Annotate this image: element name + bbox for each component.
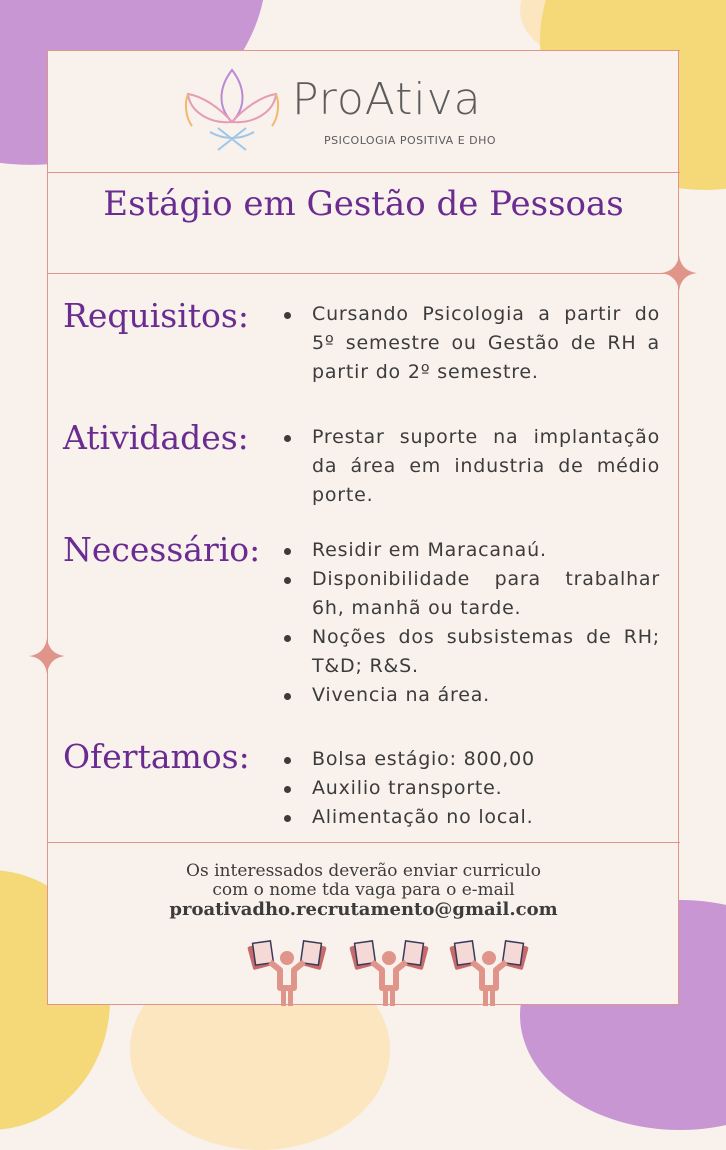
divider-above-footer: [47, 842, 680, 843]
footer-line-2: com o nome tda vaga para o e-mail: [212, 880, 515, 900]
section-label-atividades: Atividades:: [63, 418, 249, 457]
list-item: Residir em Maracanaú.: [284, 536, 660, 565]
person-holding-resumes-icon: [346, 938, 436, 1008]
contact-email[interactable]: proativadho.recrutamento@gmail.com: [169, 899, 558, 920]
divider-under-title: [47, 273, 680, 274]
list-requisitos: [284, 300, 660, 387]
list-item: Disponibilidade para trabalhar 6h, manhã ou tarde.: [284, 565, 660, 623]
section-label-ofertamos: Ofertamos:: [63, 737, 250, 776]
list-necessario: [284, 536, 660, 710]
divider-under-logo: [47, 172, 680, 173]
footer-contact: [47, 862, 680, 919]
person-holding-resumes-icon: [446, 938, 536, 1008]
list-item: Prestar suporte na implantação da área em industria de médio porte.: [284, 423, 660, 510]
sparkle-icon: [29, 638, 65, 674]
list-item: Vivencia na área.: [284, 681, 660, 710]
brand-tagline: PSICOLOGIA POSITIVA E DHO: [324, 134, 497, 147]
list-item: Bolsa estágio: 800,00: [284, 745, 660, 774]
person-holding-resumes-icon: [244, 938, 334, 1008]
sparkle-icon: [661, 255, 697, 291]
list-item: Cursando Psicologia a partir do 5º semestre ou Gestão de RH a partir do 2º semestre.: [284, 300, 660, 387]
footer-line-1: Os interessados deverão enviar curriculo: [186, 861, 541, 881]
list-atividades: [284, 423, 660, 510]
section-label-requisitos: Requisitos:: [63, 296, 249, 335]
list-item: Auxilio transporte.: [284, 774, 660, 803]
list-item: Alimentação no local.: [284, 803, 660, 832]
divider-top: [47, 50, 680, 51]
page-title: Estágio em Gestão de Pessoas: [103, 184, 624, 224]
list-ofertamos: [284, 745, 660, 832]
list-item: Noções dos subsistemas de RH; T&D; R&S.: [284, 623, 660, 681]
brand-name: ProAtiva: [292, 74, 482, 125]
section-label-necessario: Necessário:: [63, 530, 261, 569]
